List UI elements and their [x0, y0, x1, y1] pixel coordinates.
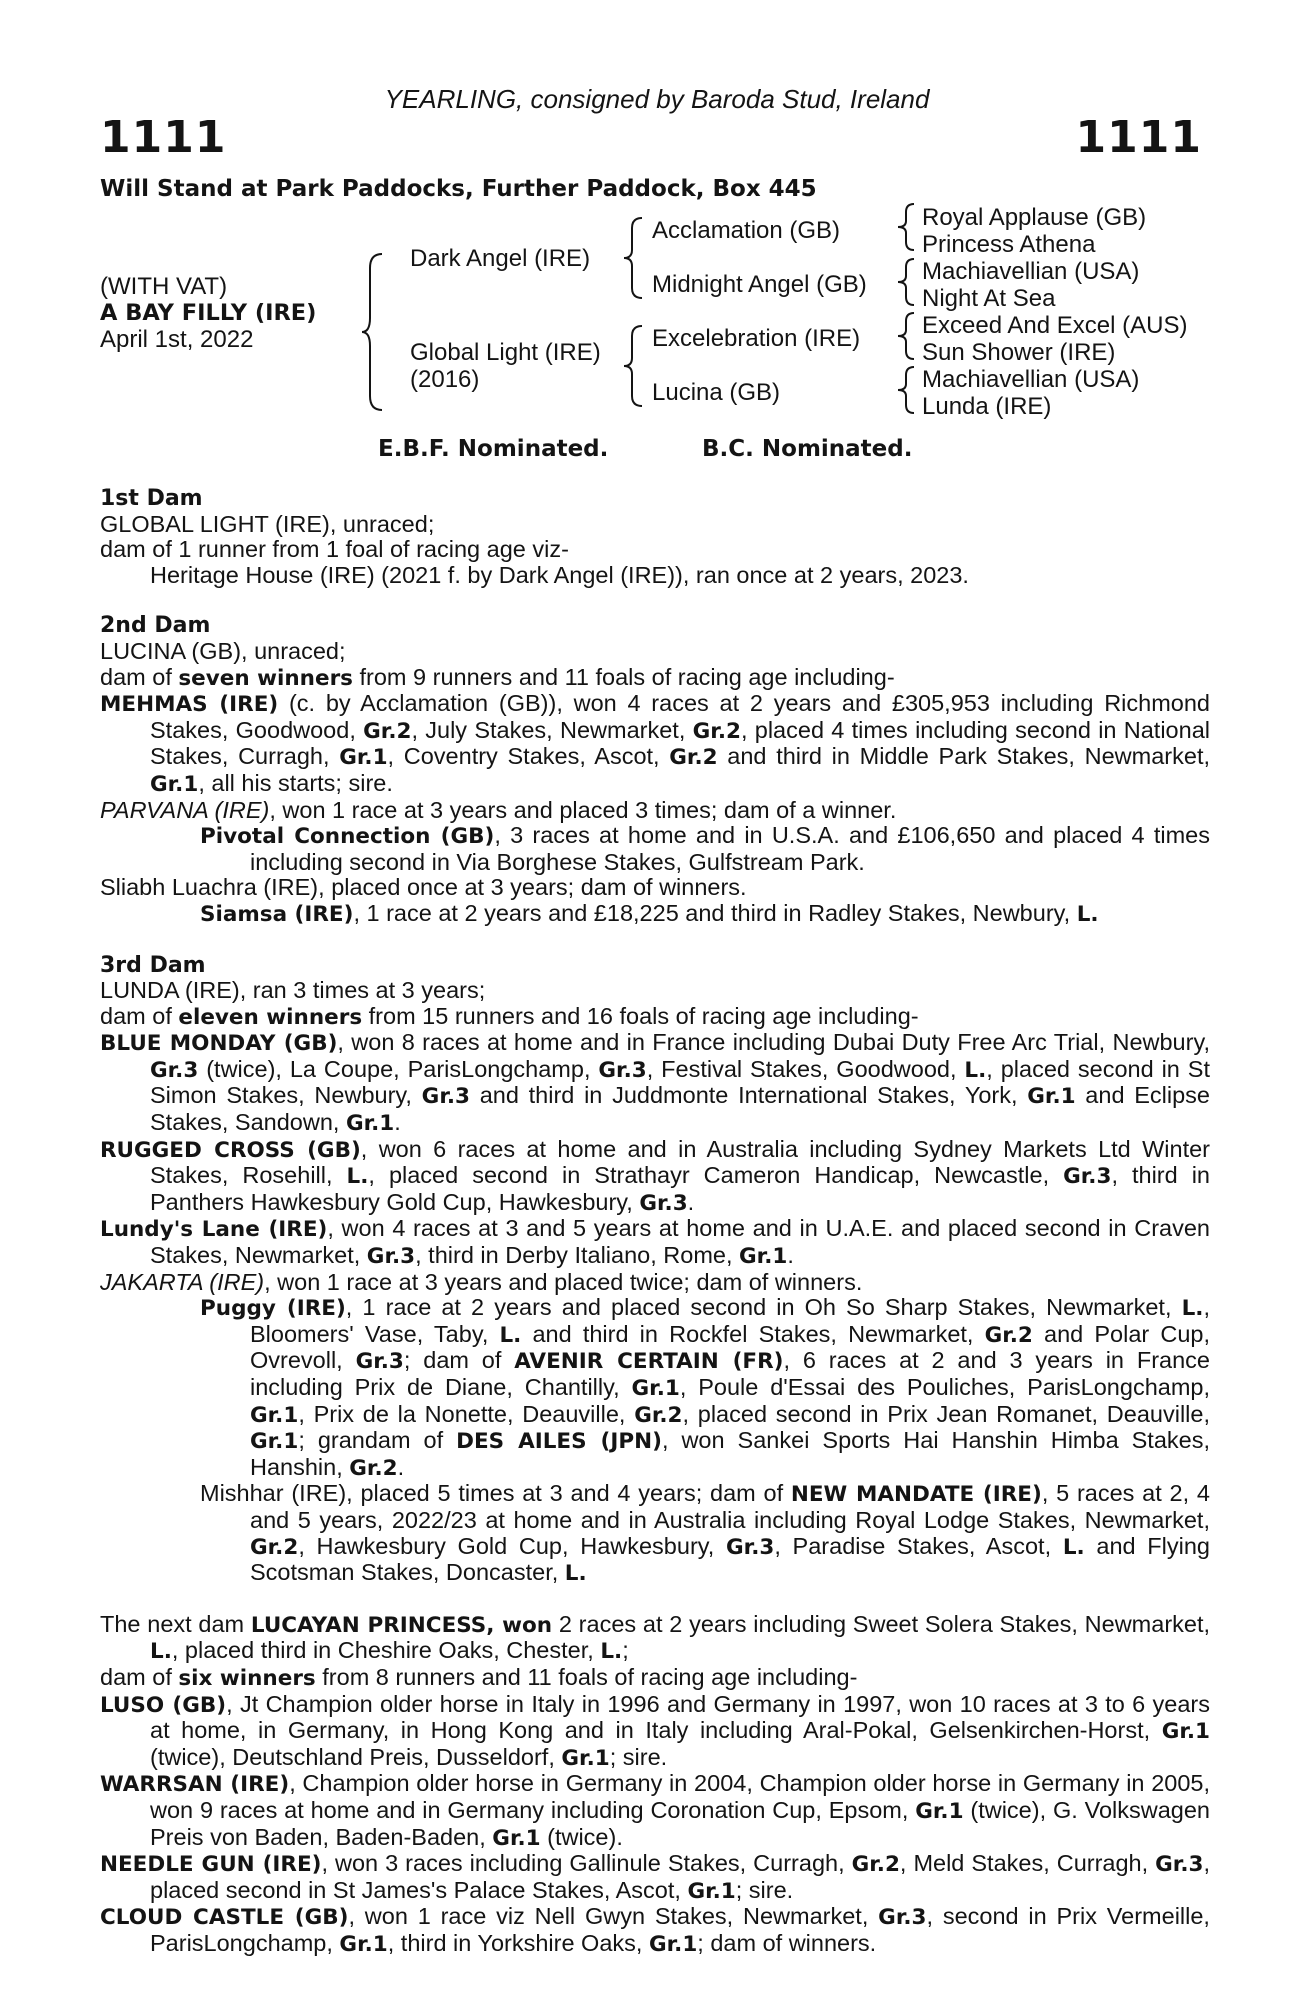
bc-nomination: B.C. Nominated. — [702, 436, 913, 462]
consignor-subtitle: YEARLING, consigned by Baroda Stud, Ireland — [384, 84, 930, 114]
third-dam-produce-line: dam of eleven winners from 15 runners and 16 foals of racing age including- — [100, 1002, 919, 1030]
produce-entry-sliabh-luachra: Sliabh Luachra (IRE), placed once at 3 years; dam of winners. — [100, 874, 747, 901]
produce-entry-parvana: PARVANA (IRE), won 1 race at 3 years and placed 3 times; dam of a winner. — [100, 796, 897, 823]
first-dam-heading: 1st Dam — [100, 486, 203, 511]
next-dam-intro: The next dam LUCAYAN PRINCESS, won 2 races at 2 years including Sweet Solera Stakes, Newmarket, L., placed third in Cheshire Oaks, Chester, L.; — [100, 1610, 1211, 1665]
first-dam-produce-line: dam of 1 runner from 1 foal of racing age viz- — [100, 536, 569, 563]
ancestor-1: Royal Applause (GB) — [922, 204, 1147, 231]
brace-g-2 — [896, 257, 920, 307]
dam: Global Light (IRE) — [410, 339, 601, 366]
brace-left — [360, 252, 390, 412]
sire: Dark Angel (IRE) — [410, 245, 591, 272]
lot-number-right: 1111 — [1075, 112, 1202, 163]
horse-name: A BAY FILLY (IRE) — [100, 300, 317, 326]
sire-dam: Midnight Angel (GB) — [652, 271, 867, 298]
ancestor-6: Sun Shower (IRE) — [922, 339, 1116, 366]
brace-g-4 — [896, 365, 920, 415]
produce-entry-siamsa: Siamsa (IRE), 1 race at 2 years and £18,225 and third in Radley Stakes, Newbury, L. — [200, 899, 1099, 927]
brace-dam — [622, 324, 648, 408]
ancestor-2: Princess Athena — [922, 231, 1096, 258]
next-dam-produce-line: dam of six winners from 8 runners and 11 foals of racing age including- — [100, 1663, 858, 1691]
third-dam-heading: 3rd Dam — [100, 952, 206, 978]
ebf-nomination: E.B.F. Nominated. — [378, 436, 609, 462]
produce-entry-pivotal-connection: Pivotal Connection (GB), 3 races at home and in U.S.A. and £106,650 and placed 4 times including second in Via Borghese Stakes, Gulfstream Park. — [200, 822, 1210, 875]
third-dam-line: LUNDA (IRE), ran 3 times at 3 years; — [100, 977, 486, 1004]
produce-entry-mehmas: MEHMAS (IRE) (c. by Acclamation (GB)), won 4 races at 2 years and £305,953 including Richmond Stakes, Goodwood, Gr.2, July Stakes, Newmarket, Gr.2, placed 4 times including second in National Stakes, Curragh, Gr.1, Coventry Stakes, Ascot, Gr.2 and third in Middle Park Stakes, Newmarket, Gr.1, all his starts; sire. — [100, 690, 1211, 797]
second-dam-line: LUCINA (GB), unraced; — [100, 637, 346, 664]
foaling-date: April 1st, 2022 — [100, 326, 254, 353]
second-dam-produce-line: dam of seven winners from 9 runners and 11 foals of racing age including- — [100, 663, 895, 691]
brace-g-1 — [896, 202, 920, 252]
ancestor-8: Lunda (IRE) — [922, 393, 1052, 420]
brace-g-3 — [896, 311, 920, 361]
produce-entry-mishhar: Mishhar (IRE), placed 5 times at 3 and 4 years; dam of NEW MANDATE (IRE), 5 races at 2, 4 and 5 years, 2022/23 at home and in Australia including Royal Lodge Stakes, Newmarket, Gr.2, Hawkesbury Gold Cup, Hawkesbury, Gr.3, Paradise Stakes, Ascot, L. and Flying Scotsman Stakes, Doncaster, L. — [200, 1480, 1210, 1587]
produce-entry-luso: LUSO (GB), Jt Champion older horse in Italy in 1996 and Germany in 1997, won 10 races at 3 to 6 years at home, in Germany, in Hong Kong and in Italy including Aral-Pokal, Gelsenkirchen-Horst, Gr.1 (twice), Deutschland Preis, Dusseldorf, Gr.1; sire. — [100, 1690, 1210, 1771]
produce-entry-puggy: Puggy (IRE), 1 race at 2 years and placed second in Oh So Sharp Stakes, Newmarket, L., Bloomers' Vase, Taby, L. and third in Rockfel Stakes, Newmarket, Gr.2 and Polar Cup, Ovrevoll, Gr.3; dam of AVENIR CERTAIN (FR), 6 races at 2 and 3 years in France including Prix de Diane, Chantilly, Gr.1, Poule d'Essai des Pouliches, ParisLongchamp, Gr.1, Prix de la Nonette, Deauville, Gr.2, placed second in Prix Jean Romanet, Deauville, Gr.1; grandam of DES AILES (JPN), won Sankei Sports Hai Hanshin Himba Stakes, Hanshin, Gr.2. — [200, 1294, 1211, 1481]
produce-entry-rugged-cross: RUGGED CROSS (GB), won 6 races at home and in Australia including Sydney Markets Ltd Winter Stakes, Rosehill, L., placed second in Strathayr Cameron Handicap, Newcastle, Gr.3, third in Panthers Hawkesbury Gold Cup, Hawkesbury, Gr.3. — [100, 1135, 1211, 1216]
produce-entry-blue-monday: BLUE MONDAY (GB), won 8 races at home and in France including Dubai Duty Free Arc Trial, Newbury, Gr.3 (twice), La Coupe, ParisLongchamp, Gr.3, Festival Stakes, Goodwood, L., placed second in St Simon Stakes, Newbury, Gr.3 and third in Juddmonte International Stakes, York, Gr.1 and Eclipse Stakes, Sandown, Gr.1. — [100, 1029, 1210, 1137]
brace-sire — [622, 216, 648, 300]
first-dam-line: GLOBAL LIGHT (IRE), unraced; — [100, 510, 435, 537]
produce-entry-warrsan: WARRSAN (IRE), Champion older horse in Germany in 2004, Champion older horse in Germany in 2005, won 9 races at home and in Germany including Coronation Cup, Epsom, Gr.1 (twice), G. Volkswagen Preis von Baden, Baden-Baden, Gr.1 (twice). — [100, 1770, 1210, 1851]
dam-sire: Excelebration (IRE) — [652, 325, 861, 352]
ancestor-7: Machiavellian (USA) — [922, 366, 1140, 393]
catalogue-body — [100, 486, 1210, 1957]
stand-location: Will Stand at Park Paddocks, Further Paddock, Box 445 — [100, 176, 817, 202]
produce-entry-needle-gun: NEEDLE GUN (IRE), won 3 races including Gallinule Stakes, Curragh, Gr.2, Meld Stakes, Curragh, Gr.3, placed second in St James's Palace Stakes, Ascot, Gr.1; sire. — [100, 1850, 1210, 1904]
produce-entry-cloud-castle: CLOUD CASTLE (GB), won 1 race viz Nell Gwyn Stakes, Newmarket, Gr.3, second in Prix Vermeille, ParisLongchamp, Gr.1, third in Yorkshire Oaks, Gr.1; dam of winners. — [100, 1903, 1210, 1957]
dam-dam: Lucina (GB) — [652, 379, 781, 406]
ancestor-3: Machiavellian (USA) — [922, 258, 1140, 285]
second-dam-heading: 2nd Dam — [100, 613, 211, 639]
dam-year: (2016) — [410, 366, 480, 393]
ancestor-5: Exceed And Excel (AUS) — [922, 312, 1188, 339]
vat-label: (WITH VAT) — [100, 273, 228, 300]
produce-entry: Heritage House (IRE) (2021 f. by Dark Angel (IRE)), ran once at 2 years, 2023. — [150, 561, 969, 588]
produce-entry-jakarta: JAKARTA (IRE), won 1 race at 3 years and placed twice; dam of winners. — [100, 1268, 863, 1295]
ancestor-4: Night At Sea — [922, 285, 1056, 312]
produce-entry-lundys-lane: Lundy's Lane (IRE), won 4 races at 3 and 5 years at home and in U.A.E. and placed second in Craven Stakes, Newmarket, Gr.3, third in Derby Italiano, Rome, Gr.1. — [100, 1215, 1210, 1270]
lot-number-left: 1111 — [100, 112, 227, 163]
sire-sire: Acclamation (GB) — [652, 217, 841, 244]
